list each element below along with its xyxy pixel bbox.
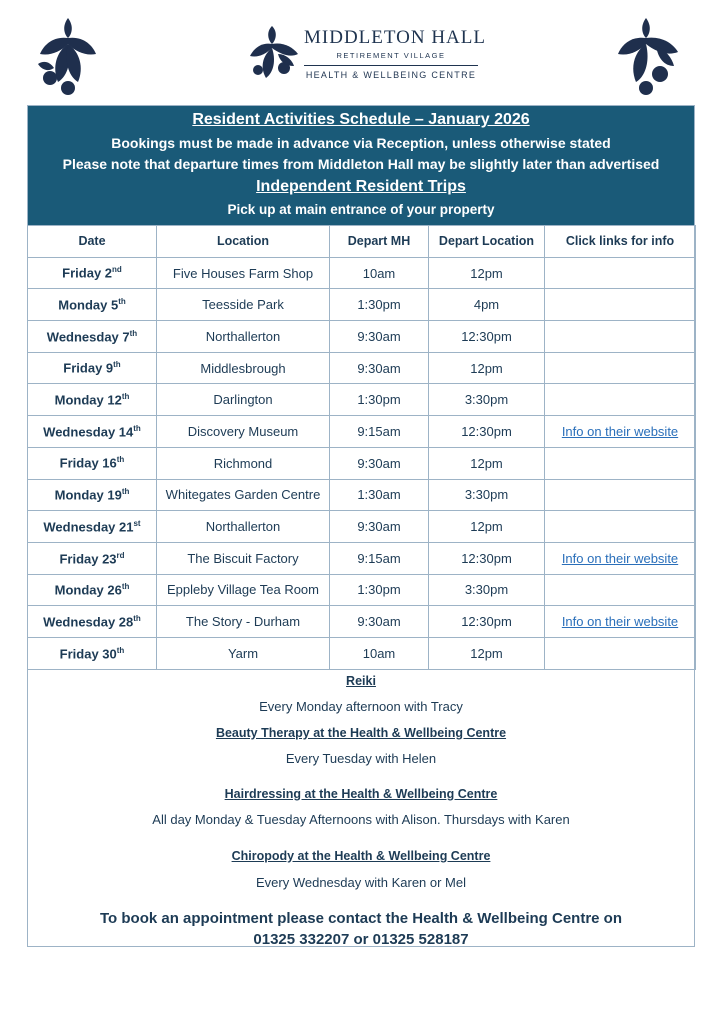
day-suffix: st	[133, 518, 141, 528]
trip-day: Monday 19	[54, 487, 122, 503]
depart-location-time: 12:30pm	[429, 606, 545, 638]
leaf-emblem-icon	[248, 24, 300, 80]
table-row	[28, 542, 696, 574]
depart-location-time: 4pm	[429, 289, 545, 321]
trip-day: Friday 9	[63, 360, 114, 376]
day-suffix: th	[121, 582, 130, 592]
trip-date	[28, 384, 157, 416]
reiki-text: Every Monday afternoon with Tracy	[259, 698, 463, 714]
table-row	[28, 574, 696, 606]
hall-subtitle: RETIREMENT VILLAGE	[336, 51, 446, 60]
column-header-depart-location: Depart Location	[429, 226, 545, 258]
info-cell	[545, 416, 696, 448]
trip-date	[28, 574, 157, 606]
depart-mh-time: 9:15am	[330, 542, 429, 574]
trip-location: Northallerton	[157, 511, 330, 543]
column-header-location: Location	[157, 226, 330, 258]
table-header-row	[28, 226, 696, 258]
trip-date	[28, 447, 157, 479]
table-row	[28, 257, 696, 289]
depart-mh-time: 9:30am	[330, 511, 429, 543]
trip-location: Yarm	[157, 637, 330, 669]
trip-date	[28, 479, 157, 511]
depart-mh-time: 9:30am	[330, 447, 429, 479]
table-row	[28, 447, 696, 479]
beauty-text: Every Tuesday with Helen	[285, 750, 437, 766]
trip-date	[28, 352, 157, 384]
contact-line: To book an appointment please contact the Health & Wellbeing Centre on	[100, 909, 622, 927]
day-suffix: th	[133, 423, 141, 433]
depart-mh-time: 9:30am	[330, 321, 429, 353]
hall-name: MIDDLETON HALL	[304, 27, 486, 48]
departure-notice: Please note that departure times from Middleton Hall may be slightly later than advertised	[62, 156, 660, 172]
contact-phone-numbers: 01325 332207 or 01325 528187	[253, 930, 469, 948]
info-cell	[545, 321, 696, 353]
trip-day: Monday 26	[54, 582, 122, 598]
chiropody-heading: Chiropody at the Health & Wellbeing Centre	[231, 848, 491, 863]
trip-date	[28, 257, 157, 289]
leaf-emblem-left-icon	[34, 16, 98, 96]
day-suffix: th	[129, 328, 138, 338]
trip-day: Friday 30	[59, 645, 117, 661]
info-cell	[545, 606, 696, 638]
info-cell	[545, 574, 696, 606]
depart-mh-time: 9:30am	[330, 606, 429, 638]
column-header-date: Date	[28, 226, 157, 258]
schedule-title: Resident Activities Schedule – January 2026	[192, 111, 530, 128]
day-suffix: th	[116, 455, 125, 465]
day-suffix: th	[121, 487, 130, 497]
trip-day: Wednesday 7	[46, 329, 130, 345]
info-cell	[545, 384, 696, 416]
trip-date	[28, 606, 157, 638]
trip-day: Friday 2	[62, 265, 113, 281]
contact-info	[28, 908, 694, 950]
trip-day: Monday 12	[54, 392, 122, 408]
pickup-notice: Pick up at main entrance of your property	[227, 202, 495, 217]
trip-day: Monday 5	[58, 297, 119, 313]
trip-location: Eppleby Village Tea Room	[157, 574, 330, 606]
trip-location: Middlesbrough	[157, 352, 330, 384]
depart-mh-time: 9:30am	[330, 352, 429, 384]
depart-location-time: 3:30pm	[429, 384, 545, 416]
depart-mh-time: 9:15am	[330, 416, 429, 448]
middleton-hall-logo	[248, 24, 486, 84]
trip-location: Richmond	[157, 447, 330, 479]
table-row	[28, 384, 696, 416]
day-suffix: th	[118, 297, 126, 307]
depart-location-time: 3:30pm	[429, 574, 545, 606]
trip-location: Whitegates Garden Centre	[157, 479, 330, 511]
depart-mh-time: 1:30pm	[330, 574, 429, 606]
depart-mh-time: 10am	[330, 637, 429, 669]
hall-centre-name: HEALTH & WELLBEING CENTRE	[305, 70, 477, 80]
trip-location: The Story - Durham	[157, 606, 330, 638]
depart-location-time: 3:30pm	[429, 479, 545, 511]
table-row	[28, 637, 696, 669]
info-cell	[545, 511, 696, 543]
trip-day: Wednesday 21	[43, 519, 134, 535]
depart-mh-time: 1:30am	[330, 479, 429, 511]
depart-location-time: 12pm	[429, 637, 545, 669]
depart-location-time: 12:30pm	[429, 321, 545, 353]
depart-mh-time: 10am	[330, 257, 429, 289]
info-cell	[545, 447, 696, 479]
logo-divider	[304, 65, 478, 66]
info-link[interactable]: Info on their website	[561, 550, 679, 566]
trip-date	[28, 511, 157, 543]
depart-mh-time: 1:30pm	[330, 289, 429, 321]
beauty-heading: Beauty Therapy at the Health & Wellbeing Centre	[215, 725, 507, 740]
depart-location-time: 12:30pm	[429, 542, 545, 574]
trips-table	[27, 225, 696, 670]
trip-date	[28, 321, 157, 353]
trip-location: The Biscuit Factory	[157, 542, 330, 574]
info-cell	[545, 637, 696, 669]
trip-location: Five Houses Farm Shop	[157, 257, 330, 289]
info-cell	[545, 289, 696, 321]
trip-location: Darlington	[157, 384, 330, 416]
info-link[interactable]: Info on their website	[561, 614, 679, 630]
table-row	[28, 352, 696, 384]
trip-location: Northallerton	[157, 321, 330, 353]
day-suffix: rd	[116, 550, 125, 560]
hairdressing-text: All day Monday & Tuesday Afternoons with Alison. Thursdays with Karen	[152, 811, 570, 827]
trip-date	[28, 542, 157, 574]
trip-day: Friday 23	[59, 550, 117, 566]
info-cell	[545, 352, 696, 384]
trip-date	[28, 416, 157, 448]
day-suffix: th	[121, 392, 130, 402]
trips-heading: Independent Resident Trips	[256, 178, 466, 195]
depart-location-time: 12pm	[429, 511, 545, 543]
chiropody-text: Every Wednesday with Karen or Mel	[255, 874, 467, 890]
table-row	[28, 606, 696, 638]
trip-date	[28, 289, 157, 321]
trip-day: Wednesday 28	[43, 614, 134, 630]
column-header-links: Click links for info	[545, 226, 696, 258]
depart-mh-time: 1:30pm	[330, 384, 429, 416]
booking-notice: Bookings must be made in advance via Reception, unless otherwise stated	[111, 135, 611, 151]
trip-day: Wednesday 14	[43, 424, 134, 440]
table-row	[28, 289, 696, 321]
trip-day: Friday 16	[59, 455, 117, 471]
depart-location-time: 12pm	[429, 352, 545, 384]
table-row	[28, 321, 696, 353]
hairdressing-heading: Hairdressing at the Health & Wellbeing Centre	[224, 786, 498, 801]
info-link[interactable]: Info on their website	[561, 423, 679, 439]
trip-date	[28, 637, 157, 669]
schedule-frame	[27, 105, 695, 947]
day-suffix: nd	[112, 265, 122, 275]
table-row	[28, 479, 696, 511]
table-row	[28, 511, 696, 543]
depart-location-time: 12:30pm	[429, 416, 545, 448]
day-suffix: th	[113, 360, 121, 370]
info-cell	[545, 542, 696, 574]
reiki-heading: Reiki	[346, 673, 376, 688]
schedule-banner	[28, 106, 694, 225]
info-cell	[545, 257, 696, 289]
leaf-emblem-right-icon	[616, 16, 680, 96]
day-suffix: th	[116, 645, 125, 655]
day-suffix: th	[133, 613, 141, 623]
depart-location-time: 12pm	[429, 257, 545, 289]
trip-location: Discovery Museum	[157, 416, 330, 448]
column-header-depart-mh: Depart MH	[330, 226, 429, 258]
services-section	[28, 672, 694, 950]
trip-location: Teesside Park	[157, 289, 330, 321]
table-row	[28, 416, 696, 448]
depart-location-time: 12pm	[429, 447, 545, 479]
info-cell	[545, 479, 696, 511]
